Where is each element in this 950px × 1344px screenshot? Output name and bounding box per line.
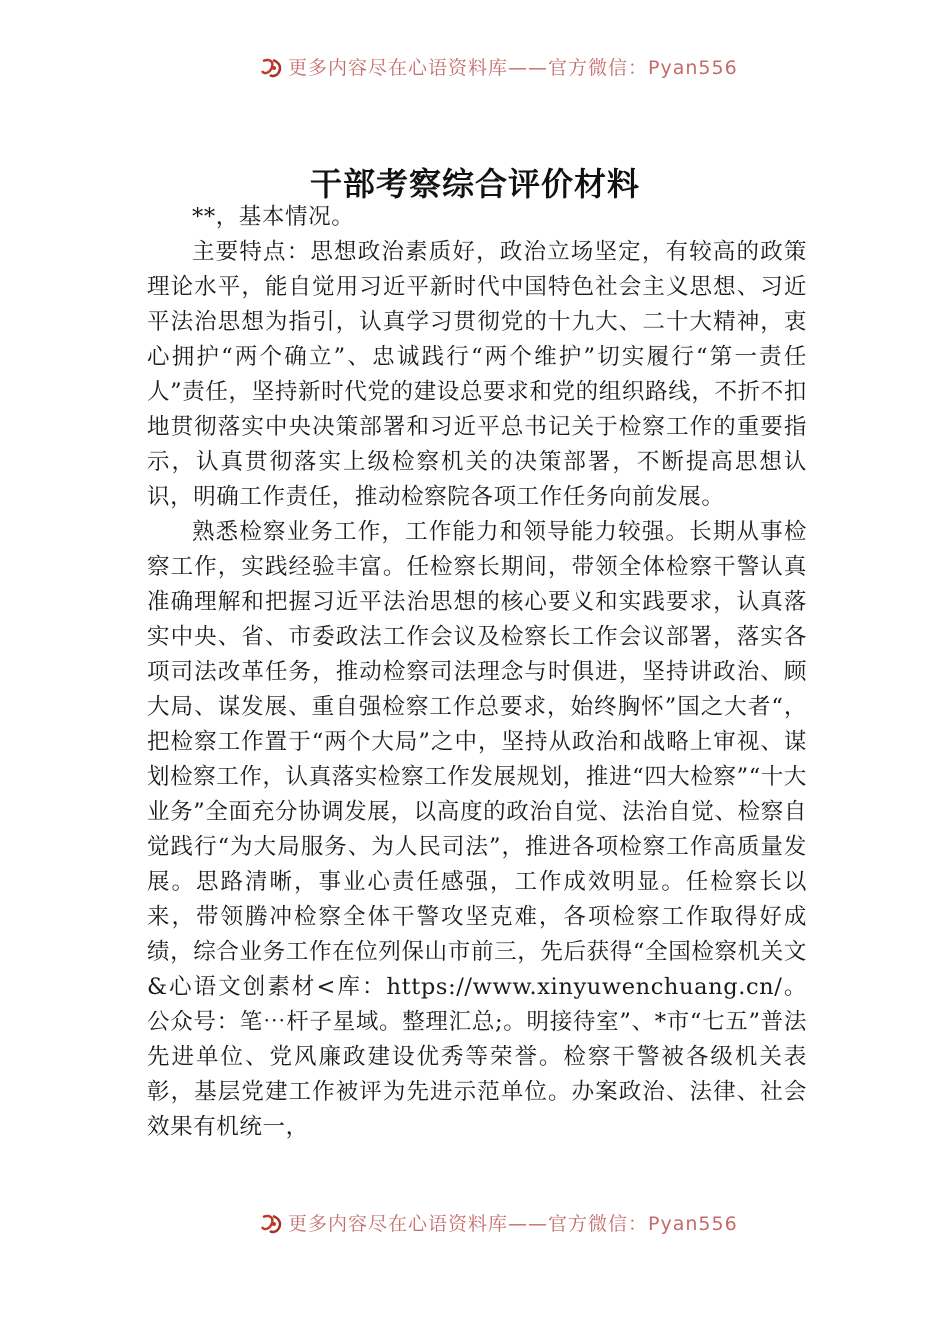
watermark-logo-icon: [260, 1213, 286, 1235]
watermark-text: 更多内容尽在心语资料库——官方微信：Pyan556: [288, 57, 738, 79]
watermark-logo-icon: [260, 57, 286, 79]
watermark-footer: [260, 1212, 740, 1236]
watermark-text: 更多内容尽在心语资料库——官方微信：Pyan556: [288, 1213, 738, 1235]
paragraph-basic-info: **，基本情况。: [192, 204, 355, 230]
paragraph-main-features: 主要特点：思想政治素质好，政治立场坚定，有较高的政策理论水平，能自觉用习近平新时代中国特色社会主义思想、习近平法治思想为指引，认真学习贯彻党的十九大、二十大精神，衷心拥护“两个确立”、忠诚践行“两个维护”切实履行“第一责任人”责任，坚持新时代党的建设总要求和党的组织路线，不折不扣地贯彻落实中央决策部署和习近平总书记关于检察工作的重要指示，认真贯彻落实上级检察机关的决策部署，不断提高思想认识，明确工作责任，推动检察院各项工作任务向前发展。: [147, 239, 807, 510]
paragraph-work-ability: 熟悉检察业务工作，工作能力和领导能力较强。长期从事检察工作，实践经验丰富。任检察长期间，带领全体检察干警认真准确理解和把握习近平法治思想的核心要义和实践要求，认真落实中央、省、市委政法工作会议及检察长工作会议部署，落实各项司法改革任务，推动检察司法理念与时俱进，坚持讲政治、顾大局、谋发展、重自强检察工作总要求，始终胸怀”国之大者“，把检察工作置于“两个大局”之中，坚持从政治和战略上审视、谋划检察工作，认真落实检察工作发展规划，推进“四大检察”“十大业务”全面充分协调发展，以高度的政治自觉、法治自觉、检察自觉践行“为大局服务、为人民司法”，推进各项检察工作高质量发展。思路清晰，事业心责任感强，工作成效明显。任检察长以来，带领腾冲检察全体干警攻坚克难，各项检察工作取得好成绩，综合业务工作在位列保山市前三，先后获得“全国检察机关文&心语文创素材<库：https://www.xinyuwenchuang.cn/。公众号：笔⋯杆子星域。整理汇总;。明接待室”、*市“七五”普法先进单位、党风廉政建设优秀等荣誉。检察干警被各级机关表彰，基层党建工作被评为先进示范单位。办案政治、法律、社会效果有机统一，: [147, 519, 808, 1140]
document-body: [147, 200, 807, 1145]
document-title: 干部考察综合评价材料: [309, 165, 640, 204]
watermark-header: [260, 56, 740, 80]
